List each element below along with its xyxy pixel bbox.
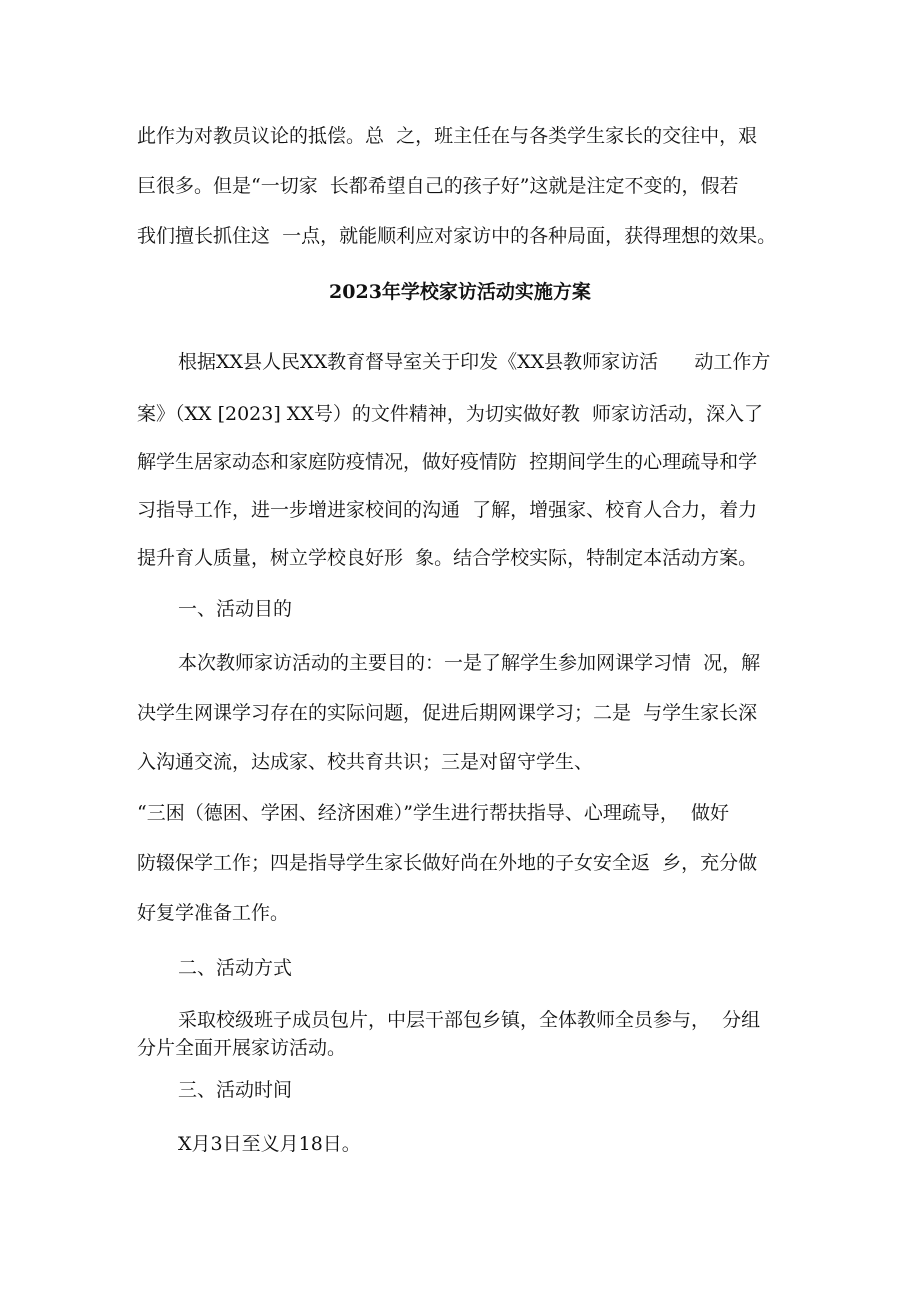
preamble-line: 案》（XX [2023] XX号）的文件精神，为切实做好教 师家访活动，深入了 <box>137 403 763 425</box>
section-line: 决学生网课学习存在的实际问题，促进后期网课学习；二是 与学生家长深 <box>137 702 758 724</box>
section-line: 好复学准备工作。 <box>137 902 290 924</box>
section-line: X月3日至义月18日。 <box>178 1133 361 1155</box>
section-line: 采取校级班子成员包片，中层干部包乡镇，全体教师全员参与， 分组 <box>178 1009 761 1031</box>
section-heading-purpose: 一、活动目的 <box>178 598 293 620</box>
section-line: “三困（德困、学困、经济困难）”学生进行帮扶指导、心理疏导， 做好 <box>137 802 730 824</box>
section-line: 防辍保学工作；四是指导学生家长做好尚在外地的子女安全返 乡，充分做 <box>137 852 758 874</box>
preamble-line: 根据XX县人民XX教育督导室关于印发《XX县教师家访活 动工作方 <box>178 351 771 373</box>
section-line: 本次教师家访活动的主要目的：一是了解学生参加网课学习情 况，解 <box>178 652 761 674</box>
section-heading-method: 二、活动方式 <box>178 957 293 979</box>
intro-line: 我们擅长抓住这 一点，就能顺利应对家访中的各种局面，获得理想的效果。 <box>137 225 777 247</box>
section-heading-time: 三、活动时间 <box>178 1079 293 1101</box>
section-line: 分片全面开展家访活动。 <box>137 1037 347 1059</box>
document-title: 2023年学校家访活动实施方案 <box>329 281 591 303</box>
preamble-line: 习指导工作，进一步增进家校间的沟通 了解，增强家、校育人合力，着力 <box>137 499 758 521</box>
intro-line: 巨很多。但是“一切家 长都希望自己的孩子好”这就是注定不变的，假若 <box>137 175 739 197</box>
preamble-line: 提升育人质量，树立学校良好形 象。结合学校实际，特制定本活动方案。 <box>137 547 758 569</box>
preamble-line: 解学生居家动态和家庭防疫情况，做好疫情防 控期间学生的心理疏导和学 <box>137 451 758 473</box>
section-line: 入沟通交流，达成家、校共育共识；三是对留守学生、 <box>137 751 594 773</box>
intro-line: 此作为对教员议论的抵偿。总 之，班主任在与各类学生家长的交往中，艰 <box>137 125 758 147</box>
